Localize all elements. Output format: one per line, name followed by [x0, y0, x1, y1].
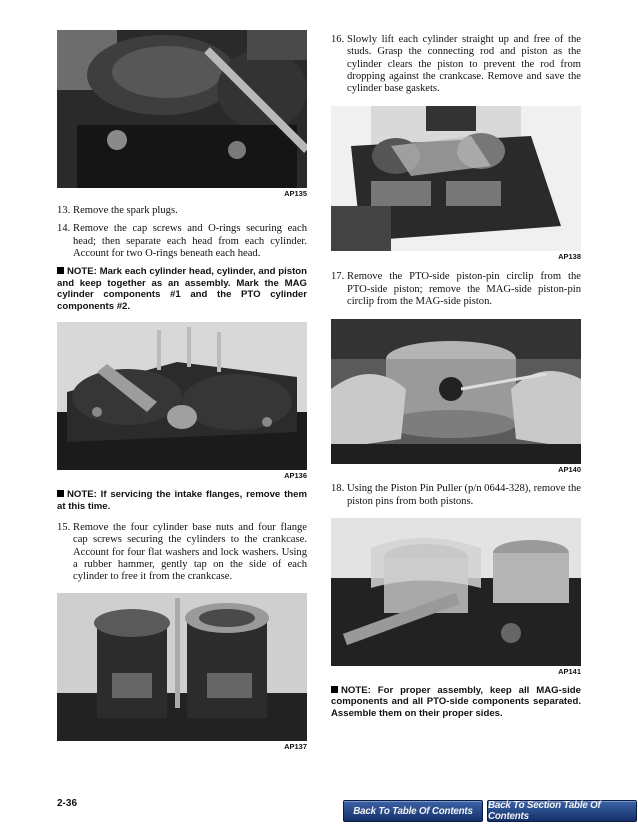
figure-label: AP141 [558, 666, 581, 676]
step-number: 14. [57, 223, 71, 235]
bullet-square-icon [331, 686, 338, 693]
step-14 [57, 223, 307, 260]
left-column [57, 30, 307, 752]
figure-label: AP137 [284, 741, 307, 751]
step-18 [331, 483, 581, 508]
step-text: Remove the spark plugs. [73, 205, 178, 216]
note-text: NOTE: Mark each cylinder head, cylinder, and piston and keep together as an assembly. Mark the MAG cylinder components #1 and the PTO cylinder components #2. [57, 266, 307, 312]
back-to-section-toc-button[interactable]: Back To Section Table Of Contents [487, 800, 637, 822]
cylinder-head-photo [57, 30, 307, 188]
figure-label: AP140 [558, 465, 581, 475]
note-mark-components [57, 266, 307, 312]
step-number: 16. [331, 34, 345, 45]
bullet-square-icon [57, 267, 64, 274]
right-column [331, 30, 581, 719]
step-text: Remove the four cylinder base nuts and four flange cap screws securing the cylinders to the crankcase. Account for four flat washers and lock washers. Using a rubber hammer, gently tap on the side of each cylinder to free it from the crankcase. [73, 522, 307, 583]
cylinders-photo [57, 593, 307, 741]
step-13 [57, 205, 307, 217]
figure-label: AP138 [558, 252, 581, 262]
step-text: Using the Piston Pin Puller (p/n 0644-328), remove the piston pins from both pistons. [347, 483, 581, 507]
step-number: 13. [57, 205, 71, 216]
note-intake-flanges [57, 489, 307, 512]
step-16 [331, 34, 581, 95]
note-proper-assembly [331, 685, 581, 720]
circlip-removal-photo [331, 319, 581, 464]
step-text: Remove the cap screws and O-rings securing each head; then separate each head from each cylinder. Account for two O-rings beneath each head. [73, 223, 307, 259]
bullet-square-icon [57, 490, 64, 497]
cylinder-heads-photo [57, 322, 307, 470]
back-to-toc-button[interactable]: Back To Table Of Contents [343, 800, 483, 822]
step-text: Slowly lift each cylinder straight up and free of the studs. Grasp the connecting rod and piston as the cylinder clears the piston to prevent the rod from dropping against the crankcase. Remove and save the cylinder base gaskets. [347, 34, 581, 95]
step-number: 17. [331, 271, 345, 283]
step-number: 15. [57, 522, 71, 534]
step-text: Remove the PTO-side piston-pin circlip from the PTO-side piston; remove the MAG-side piston-pin circlip from the MAG-side piston. [347, 271, 581, 308]
lift-cylinder-photo [331, 106, 581, 251]
page-number: 2-36 [57, 798, 78, 809]
figure-label: AP135 [284, 189, 307, 198]
step-17 [331, 271, 581, 308]
note-text: NOTE: If servicing the intake flanges, remove them at this time. [57, 489, 307, 512]
piston-pin-puller-photo [331, 518, 581, 666]
note-text: NOTE: For proper assembly, keep all MAG-side components and all PTO-side components separated. Assemble them on their proper sides. [331, 684, 581, 719]
step-number: 18. [331, 483, 345, 495]
figure-label: AP136 [284, 471, 307, 481]
step-15 [57, 522, 307, 583]
